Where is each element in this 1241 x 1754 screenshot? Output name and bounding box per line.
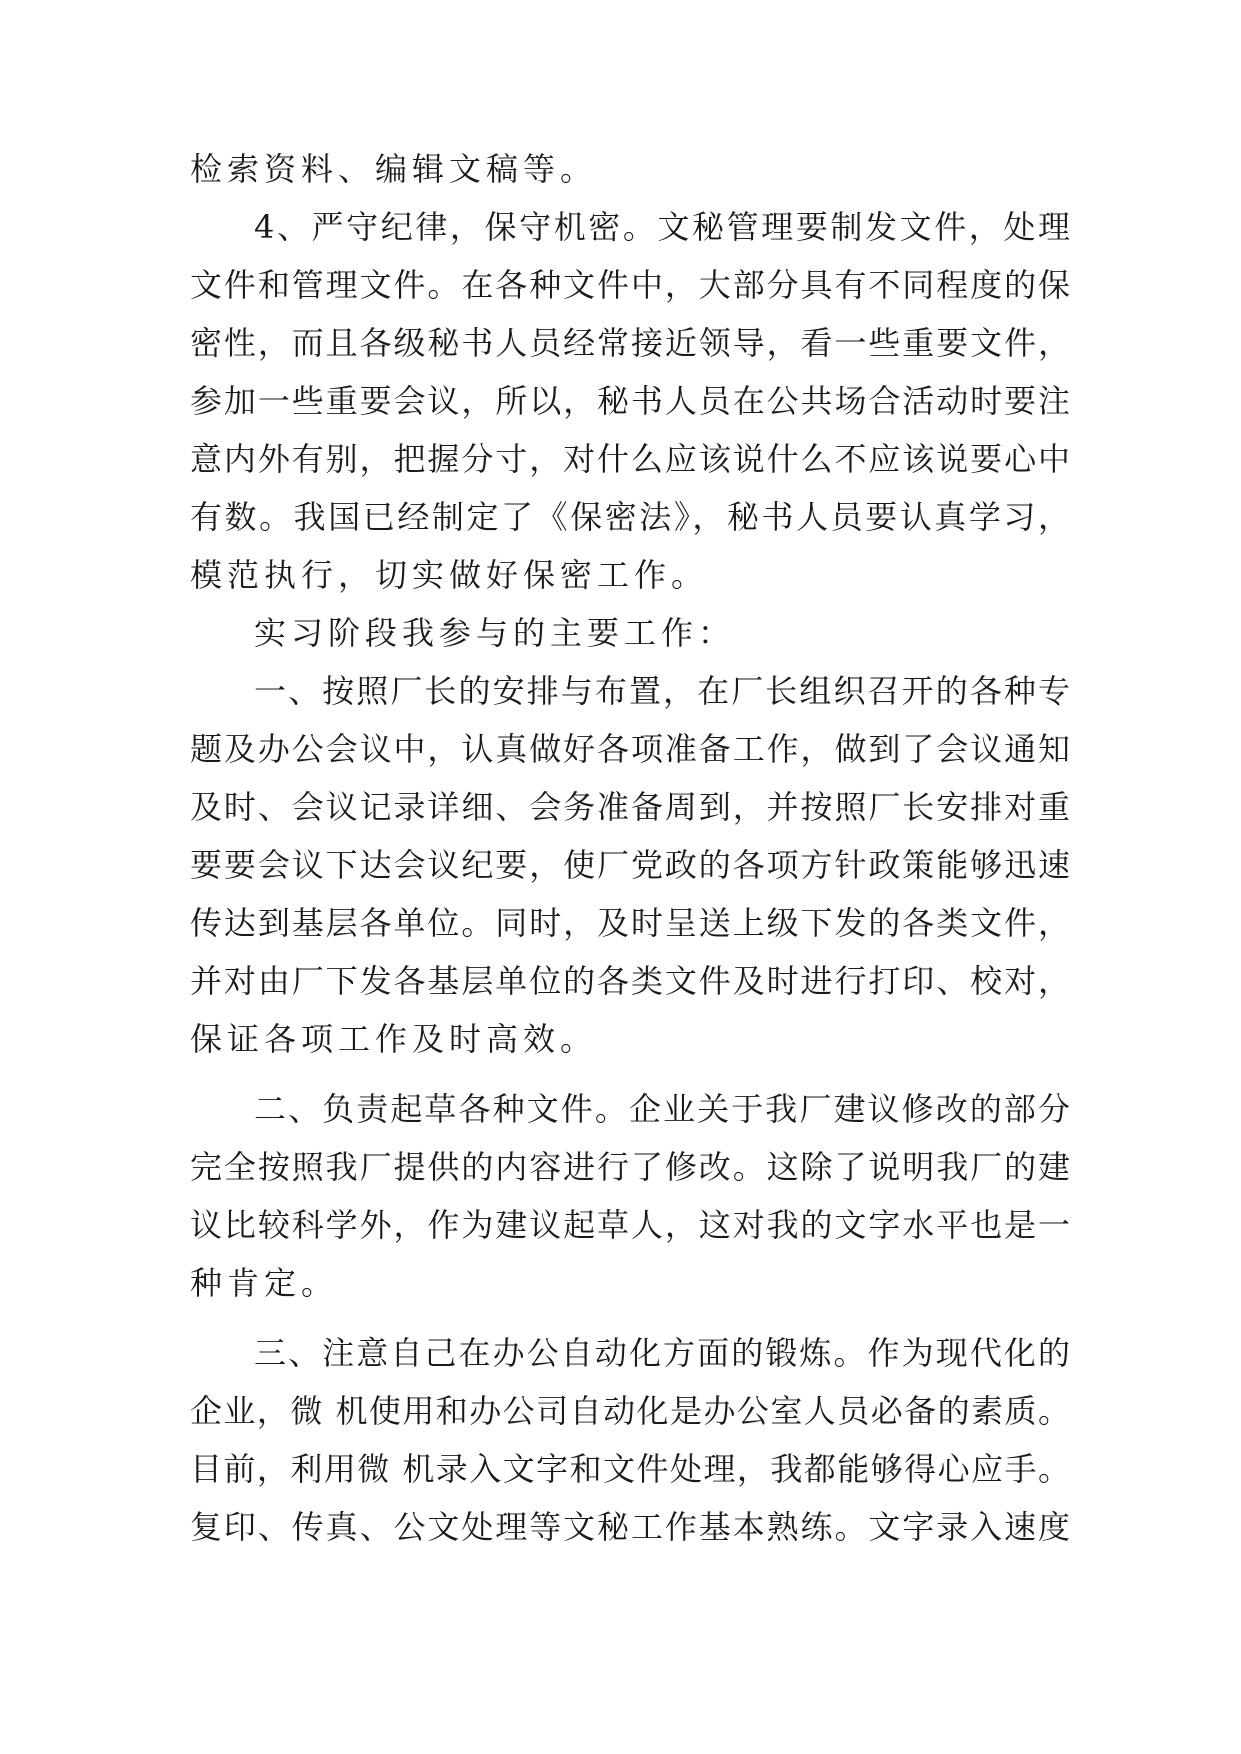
text-line: 模范执行，切实做好保密工作。 <box>190 556 709 594</box>
text-line: 二、负责起草各种文件。企业关于我厂建议修改的部分 <box>254 1090 1070 1128</box>
text-line: 并对由厂下发各基层单位的各类文件及时进行打印、校对， <box>190 962 1070 1000</box>
text-line: 密性，而且各级秘书人员经常接近领导，看一些重要文件， <box>190 324 1070 362</box>
text-line: 传达到基层各单位。同时，及时呈送上级下发的各类文件， <box>190 904 1070 942</box>
text-line: 参加一些重要会议，所以，秘书人员在公共场合活动时要注 <box>190 382 1070 420</box>
text-line: 要要会议下达会议纪要，使厂党政的各项方针政策能够迅速 <box>190 846 1070 884</box>
text-line: 实习阶段我参与的主要工作： <box>254 614 736 652</box>
text-line: 题及办公会议中，认真做好各项准备工作，做到了会议通知 <box>190 730 1070 768</box>
text-line: 三、注意自己在办公自动化方面的锻炼。作为现代化的 <box>254 1334 1070 1372</box>
text-line: 保证各项工作及时高效。 <box>190 1020 598 1058</box>
text-line: 文件和管理文件。在各种文件中，大部分具有不同程度的保 <box>190 266 1070 304</box>
text-line: 企业，微 机使用和办公司自动化是办公室人员必备的素质。 <box>190 1392 1070 1430</box>
text-line: 一、按照厂长的安排与布置，在厂长组织召开的各种专 <box>254 672 1070 710</box>
text-line: 议比较科学外，作为建议起草人，这对我的文字水平也是一 <box>190 1206 1070 1244</box>
text-line: 意内外有别，把握分寸，对什么应该说什么不应该说要心中 <box>190 440 1070 478</box>
text-line: 种肯定。 <box>190 1264 339 1302</box>
text-line: 目前，利用微 机录入文字和文件处理，我都能够得心应手。 <box>190 1450 1070 1488</box>
text-line: 及时、会议记录详细、会务准备周到，并按照厂长安排对重 <box>190 788 1070 826</box>
text-line: 检索资料、编辑文稿等。 <box>190 150 598 188</box>
text-line: 有数。我国已经制定了《保密法》，秘书人员要认真学习， <box>190 498 1070 536</box>
text-line: 4、严守纪律，保守机密。文秘管理要制发文件，处理 <box>254 208 1070 246</box>
text-line: 完全按照我厂提供的内容进行了修改。这除了说明我厂的建 <box>190 1148 1070 1186</box>
text-line: 复印、传真、公文处理等文秘工作基本熟练。文字录入速度 <box>190 1508 1070 1546</box>
